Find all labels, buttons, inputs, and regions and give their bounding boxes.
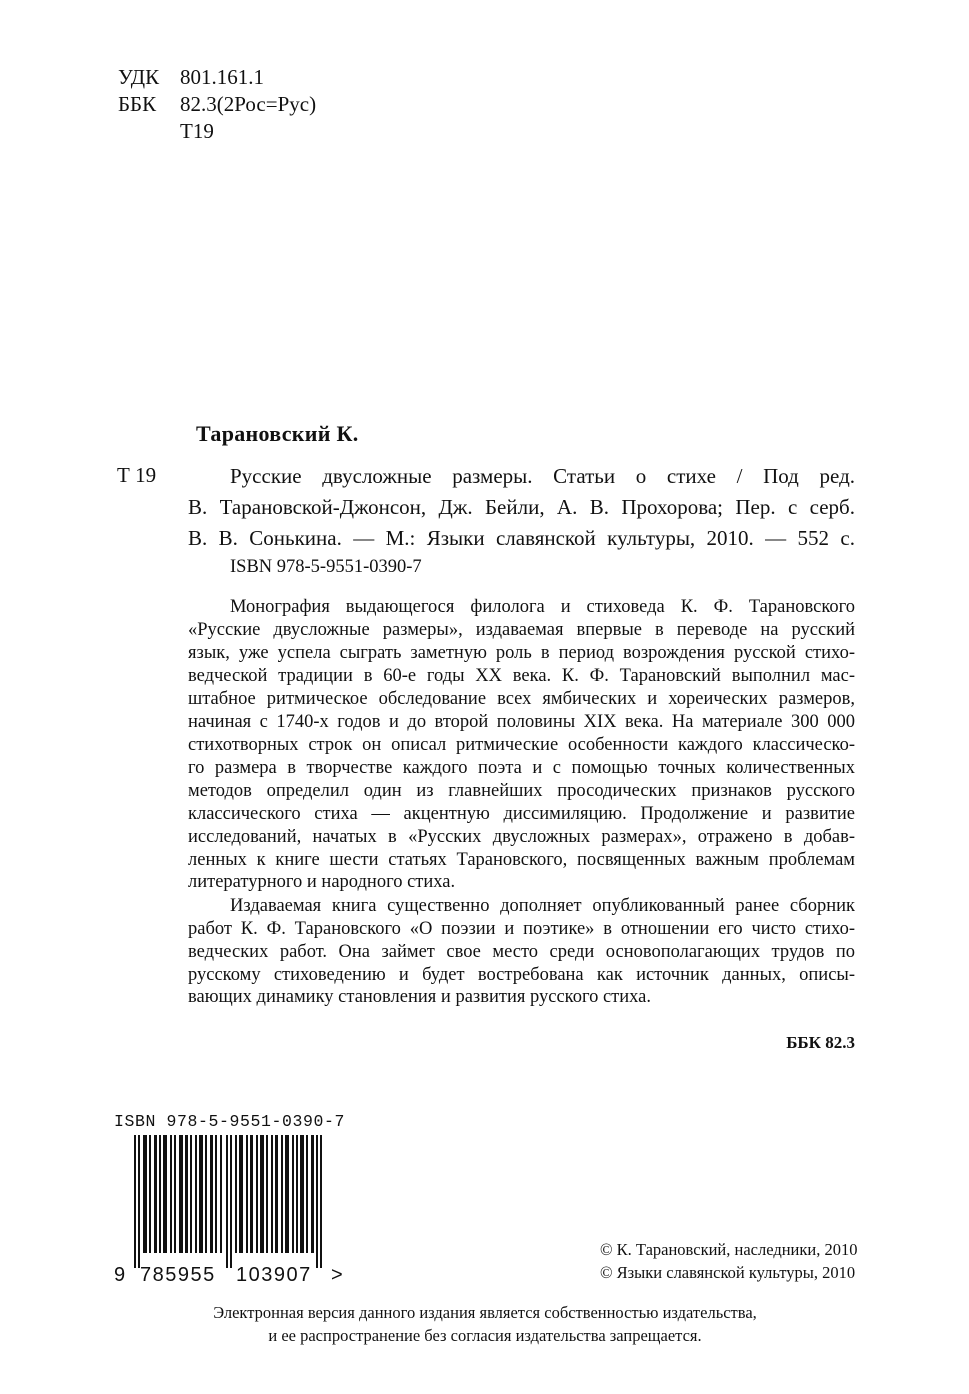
udk-value: 801.161.1 xyxy=(180,65,264,89)
isbn: ISBN 978-5-9551-0390-7 xyxy=(230,557,422,577)
bbk-label: ББК xyxy=(118,92,157,116)
annotation-line: ленных к книге шести статьях Тарановского, посвященных важным проблемам xyxy=(188,850,855,870)
title-line: Русские двусложные размеры. Статьи о стихе / Под ред. xyxy=(230,464,855,488)
footer-line: и ее распространение без согласия издательства запрещается. xyxy=(268,1326,702,1345)
annotation-line: штабное ритмическое обследование всех ямбических и хореических размеров, xyxy=(188,689,855,709)
bbk-value: 82.3(2Рос=Рус) xyxy=(180,92,317,116)
annotation-line: Монография выдающегося филолога и стиховеда К. Ф. Тарановского xyxy=(230,597,855,617)
annotation-line: го размера в творчестве каждого поэта и с помощью точных количественных xyxy=(188,758,855,778)
annotation-line: работ К. Ф. Тарановского «О поэзии и поэтике» в отношении его чисто стихо- xyxy=(188,919,855,939)
udk-row xyxy=(118,64,316,91)
bbk-row xyxy=(118,91,316,118)
annotation-line: ведческих работ. Она займет свое место среди основополагающих трудов по xyxy=(188,942,855,962)
annotation-line: «Русские двусложные размеры», издаваемая впервые в переводе на русский xyxy=(188,620,855,640)
annotation xyxy=(188,596,855,1016)
annotation-line: стихотворных строк он описал ритмические особенности каждого классическо- xyxy=(188,735,855,755)
title-line: В. Тарановской-Джонсон, Дж. Бейли, А. В. Прохорова; Пер. с серб. xyxy=(188,495,855,519)
annotation-line: язык, уже успела сыграть заметную роль в период возрождения русской стихо- xyxy=(188,643,855,663)
author-mark-left: Т 19 xyxy=(117,463,157,487)
annotation-line: русскому стиховедению и будет востребована как источник данных, описы- xyxy=(188,965,855,985)
library-codes xyxy=(118,64,316,145)
annotation-line: ведческой традиции в 60-е годы XX века. К. Ф. Тарановский выполнил мас- xyxy=(188,666,855,686)
barcode-group-1: 785955 xyxy=(140,1264,216,1286)
footer-line: Электронная версия данного издания является собственностью издательства, xyxy=(213,1303,757,1322)
annotation-line: классического стиха — акцентную диссимиляцию. Продолжение и развитие xyxy=(188,804,855,824)
bibliographic-description xyxy=(188,460,855,560)
barcode-isbn-text: ISBN 978-5-9551-0390-7 xyxy=(114,1112,346,1131)
copyright-line: © К. Тарановский, наследники, 2010 xyxy=(600,1240,858,1259)
bbk-short: ББК 82.3 xyxy=(786,1033,855,1052)
title-line: В. В. Сонькина. — М.: Языки славянской культуры, 2010. — 552 с. xyxy=(188,526,855,550)
barcode-group-2: 103907 xyxy=(236,1264,312,1286)
annotation-line: исследований, начатых в «Русских двусложных размерах», отражено в добав- xyxy=(188,827,855,847)
annotation-line: начиная с 1740-х годов и до второй половины XIX века. На материале 300 000 xyxy=(188,712,855,732)
annotation-line: методов определил один из главнейших просодических признаков русского xyxy=(188,781,855,801)
annotation-line: Издаваемая книга существенно дополняет опубликованный ранее сборник xyxy=(230,896,855,916)
udk-label: УДК xyxy=(118,65,160,89)
barcode-first-digit: 9 xyxy=(114,1264,126,1286)
barcode-image xyxy=(134,1135,330,1268)
barcode-arrow: > xyxy=(331,1264,343,1286)
annotation-line: литературного и народного стиха. xyxy=(188,872,456,892)
annotation-line: вающих динамику становления и развития русского стиха. xyxy=(188,987,651,1007)
author-mark: Т19 xyxy=(180,119,214,143)
author-name: Тарановский К. xyxy=(196,421,359,446)
copyright-line: © Языки славянской культуры, 2010 xyxy=(600,1263,856,1282)
